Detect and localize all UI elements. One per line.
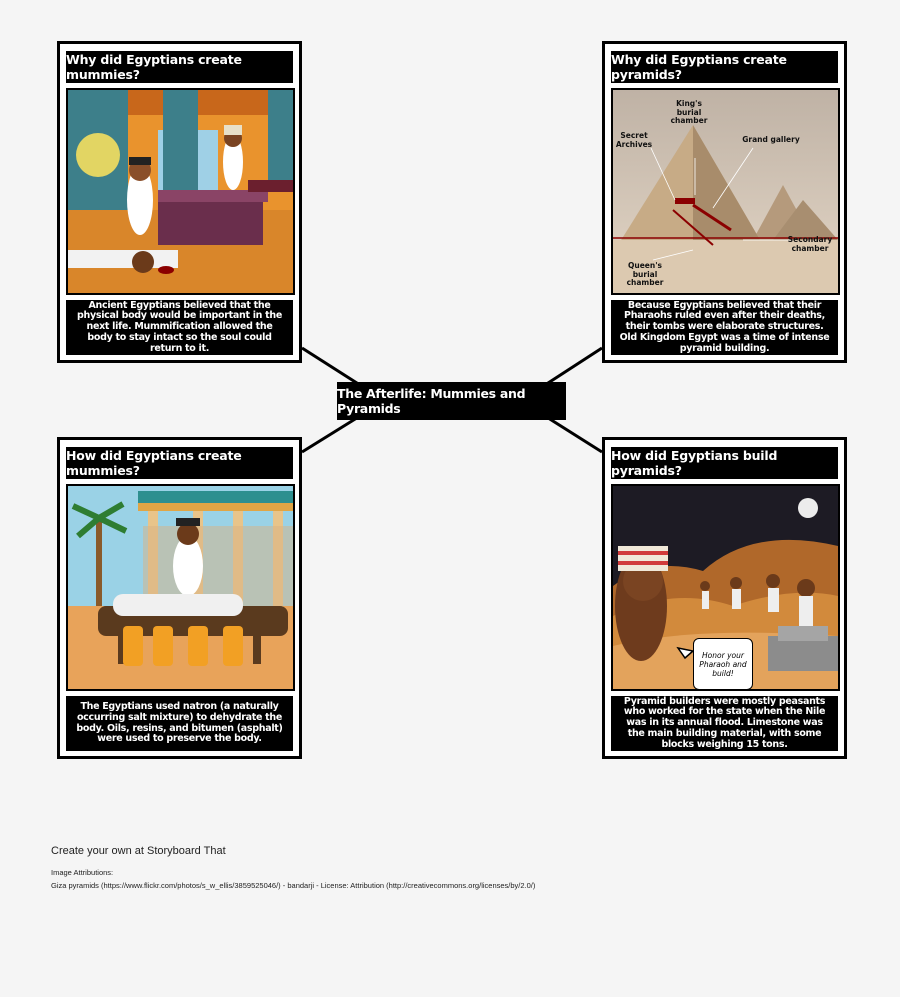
- card-why-mummies: [57, 41, 302, 363]
- image-attributions-label: Image Attributions:: [51, 868, 114, 877]
- scene-palace-illustration: [66, 88, 295, 295]
- card-caption: The Egyptians used natron (a naturally occurring salt mixture) to dehydrate the body. Oils, resins, and bitumen (asphalt) were used to preserve the body.: [66, 696, 293, 751]
- card-how-pyramids: [602, 437, 847, 759]
- image-attribution-text: Giza pyramids (https://www.flickr.com/photos/s_w_ellis/3859525046/) - bandarji - License: Attribution (http://creativecommons.org/licenses/by/2.0/): [51, 881, 536, 890]
- label-queens-chamber: Queen's burial chamber: [626, 261, 664, 287]
- scene-pyramid-diagram: [611, 88, 840, 295]
- card-how-mummies: [57, 437, 302, 759]
- card-title: Why did Egyptians create pyramids?: [611, 51, 838, 83]
- label-kings-chamber: King's burial chamber: [670, 99, 708, 125]
- speech-bubble: Honor your Pharaoh and build!: [693, 638, 753, 690]
- scene-embalming-illustration: [66, 484, 295, 691]
- card-caption: Ancient Egyptians believed that the physical body would be important in the next life. Mummification allowed the body to stay intact so the soul could return to it.: [66, 300, 293, 355]
- card-caption: Pyramid builders were mostly peasants who worked for the state when the Nile was in its annual flood. Limestone was the main building material, with some blocks weighing 15 tons.: [611, 696, 838, 751]
- label-secondary-chamber: Secondary chamber: [787, 235, 833, 253]
- label-secret-archives: Secret Archives: [615, 131, 653, 149]
- storyboard-that-link[interactable]: Create your own at Storyboard That: [51, 845, 226, 857]
- card-title: How did Egyptians build pyramids?: [611, 447, 838, 479]
- center-title: The Afterlife: Mummies and Pyramids: [337, 382, 566, 420]
- scene-builders-illustration: [611, 484, 840, 691]
- label-grand-gallery: Grand gallery: [742, 135, 800, 144]
- card-why-pyramids: [602, 41, 847, 363]
- card-title: How did Egyptians create mummies?: [66, 447, 293, 479]
- card-caption: Because Egyptians believed that their Pharaohs ruled even after their deaths, their tombs were elaborate structures. Old Kingdom Egypt was a time of intense pyramid building.: [611, 300, 838, 355]
- card-title: Why did Egyptians create mummies?: [66, 51, 293, 83]
